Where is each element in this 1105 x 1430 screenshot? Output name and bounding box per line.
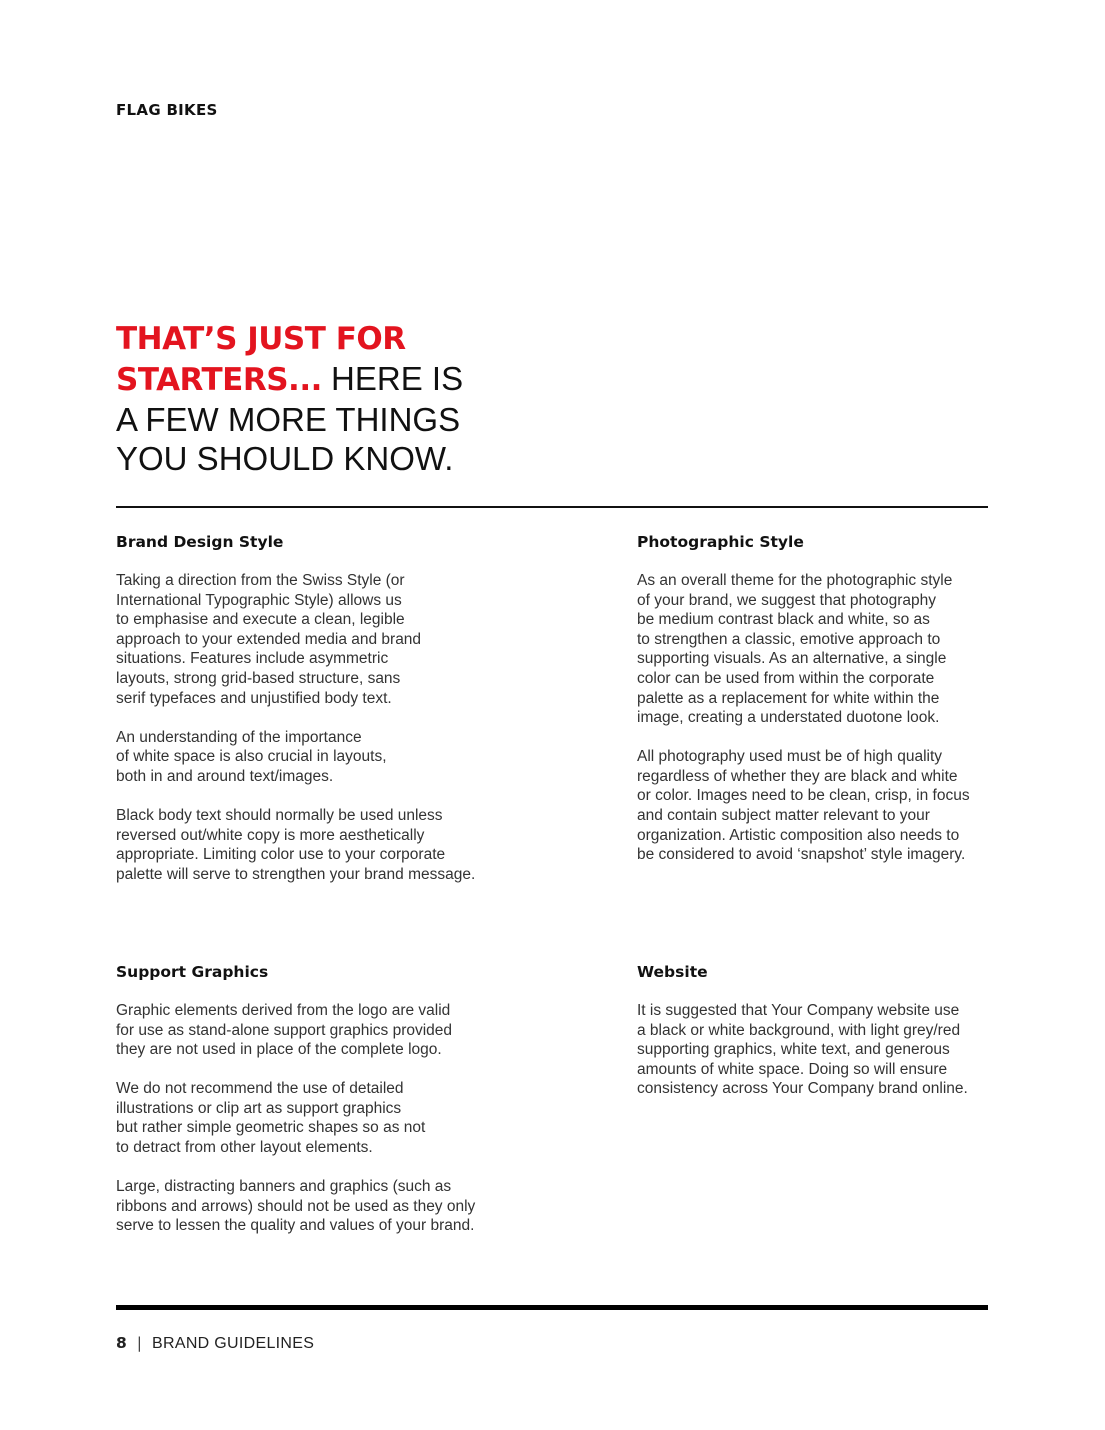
divider-bottom	[116, 1305, 988, 1310]
section-brand-design-style	[116, 532, 506, 904]
page-headline	[116, 320, 516, 478]
section-paragraph: Graphic elements derived from the logo are valid for use as stand-alone support graphics provided they are not used in place of the complete logo.	[116, 1002, 453, 1059]
section-paragraph: Black body text should normally be used unless reversed out/white copy is more aesthetically appropriate. Limiting color use to your corporate palette will serve to strengthen your brand message.	[116, 806, 476, 883]
section-paragraph: We do not recommend the use of detailed illustrations or clip art as support graphics but rather simple geometric shapes so as not to detract from other layout elements.	[116, 1080, 426, 1157]
headline-line-3: A FEW MORE THINGS	[116, 401, 461, 438]
footer-separator: |	[136, 1334, 143, 1352]
section-support-graphics	[116, 962, 506, 1255]
page-number: 8	[116, 1334, 127, 1352]
section-photographic-style	[637, 532, 997, 884]
divider-top	[116, 506, 988, 508]
brand-name: FLAG BIKES	[116, 101, 218, 119]
section-title: Website	[637, 963, 708, 981]
section-paragraph: An understanding of the importance of white space is also crucial in layouts, both in and around text/images.	[116, 728, 387, 785]
headline-line-1	[116, 320, 516, 359]
page-footer	[116, 1334, 314, 1353]
section-title: Brand Design Style	[116, 533, 284, 551]
headline-accent-1: THAT’S JUST FOR	[116, 321, 406, 357]
section-paragraph: Large, distracting banners and graphics (such as ribbons and arrows) should not be used as they only serve to lessen the quality and values of your brand.	[116, 1178, 476, 1235]
section-title: Photographic Style	[637, 533, 804, 551]
section-title: Support Graphics	[116, 963, 269, 981]
section-paragraph: Taking a direction from the Swiss Style (or International Typographic Style) allows us to emphasise and execute a clean, legible approach to your extended media and brand situations. Features include asymmetric layouts, strong grid-based structure, sans serif typefaces and unjustified body text.	[116, 572, 422, 707]
headline-rest-2: HERE IS	[321, 360, 464, 397]
headline-line-2	[116, 359, 516, 400]
headline-line-4: YOU SHOULD KNOW.	[116, 440, 454, 477]
section-paragraph: It is suggested that Your Company website use a black or white background, with light grey/red supporting graphics, white text, and generous amounts of white space. Doing so will ensure consistency across Your Company brand online.	[637, 1002, 968, 1098]
footer-label: BRAND GUIDELINES	[152, 1335, 315, 1352]
headline-accent-2: STARTERS...	[116, 362, 322, 398]
section-website	[637, 962, 997, 1118]
section-paragraph: As an overall theme for the photographic style of your brand, we suggest that photography be medium contrast black and white, so as to strengthen a classic, emotive approach to supporting visuals. As an alternative, a single color can be used from within the corporate palette as a replacement for white within the image, creating a understated duotone look.	[637, 572, 953, 727]
section-paragraph: All photography used must be of high quality regardless of whether they are black and white or color. Images need to be clean, crisp, in focus and contain subject matter relevant to your organization. Artistic composition also needs to be considered to avoid ‘snapshot’ style imagery.	[637, 748, 970, 864]
